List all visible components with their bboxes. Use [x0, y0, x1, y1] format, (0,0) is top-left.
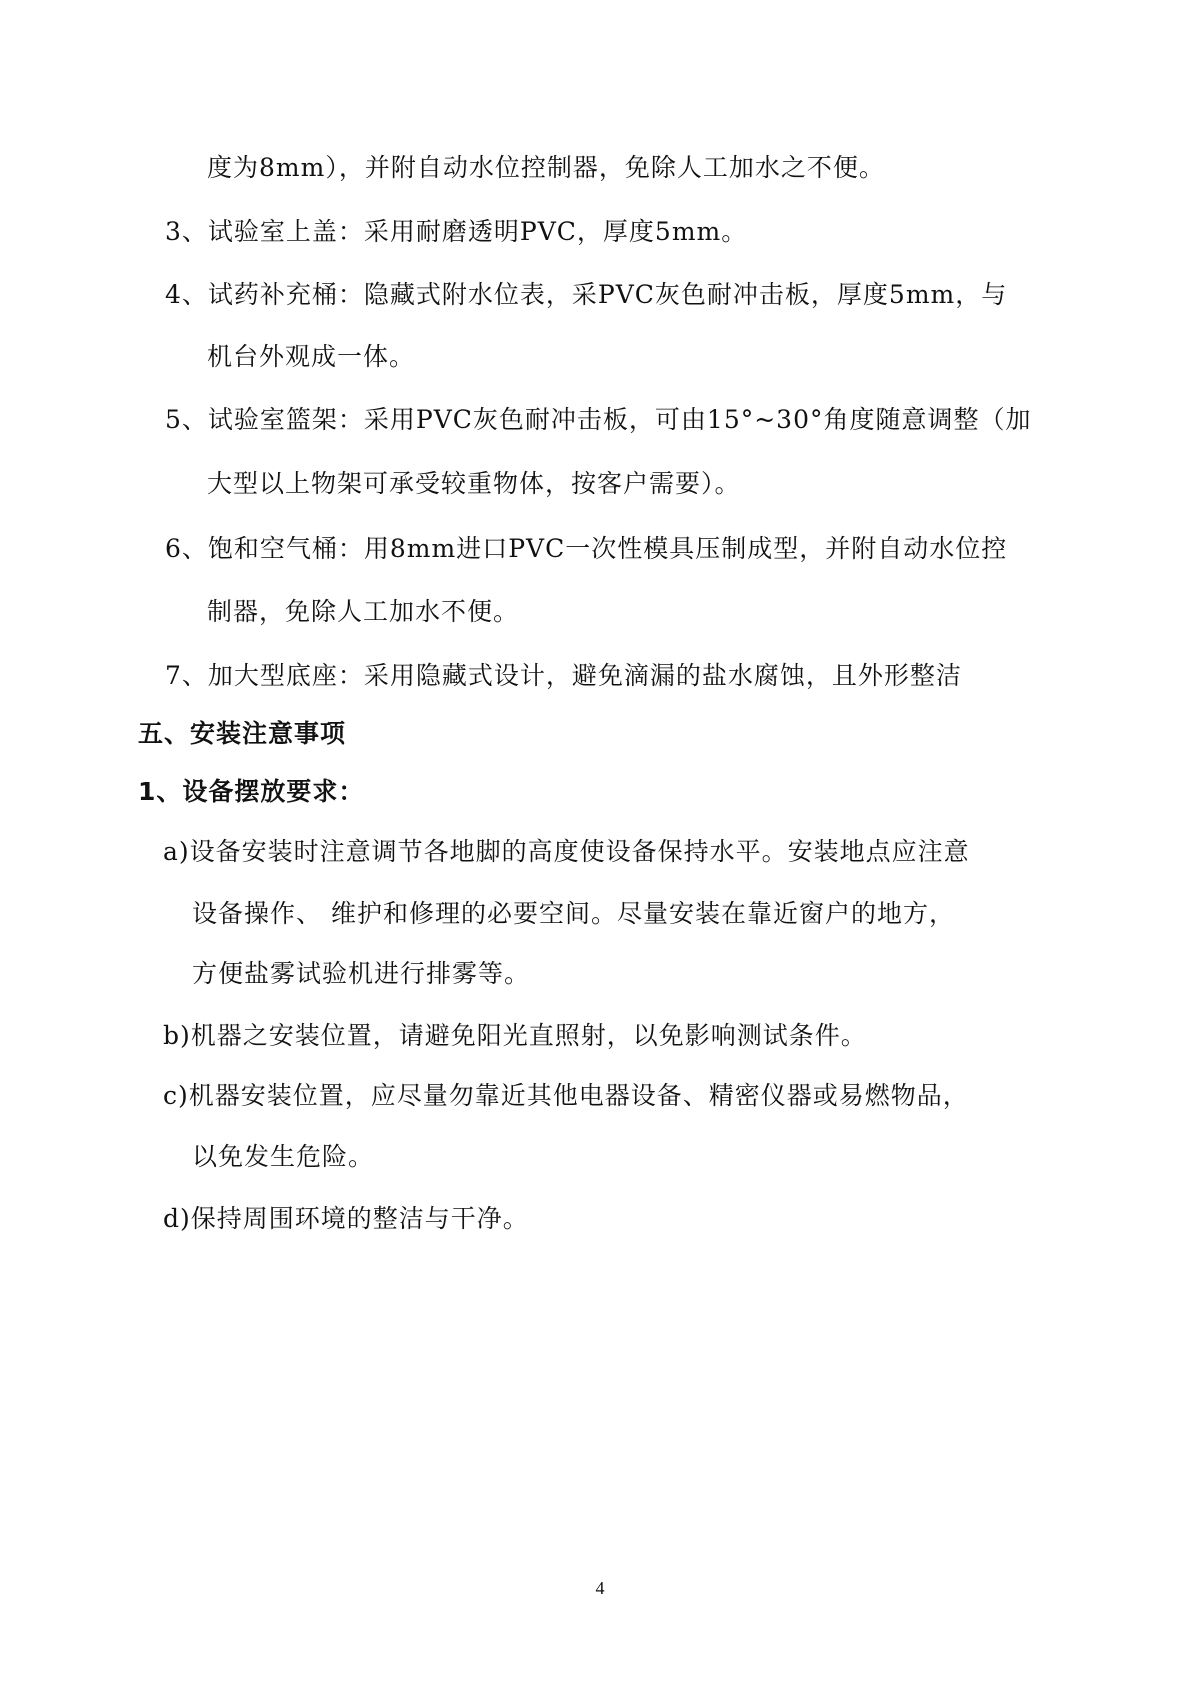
- requirement-a-continuation-1: 设备操作、 维护和修理的必要空间。尽量安装在靠近窗户的地方，: [192, 899, 955, 928]
- list-item-4-reagent-tank: 4、试药补充桶：隐藏式附水位表，采PVC灰色耐冲击板，厚度5mm，与: [165, 280, 1008, 309]
- list-item-4-continuation: 机台外观成一体。: [207, 342, 416, 371]
- list-item-6-continuation: 制器，免除人工加水不便。: [207, 597, 520, 626]
- paragraph-line-continuation: 度为8mm），并附自动水位控制器，免除人工加水之不便。: [207, 153, 885, 182]
- requirement-c-continuation: 以免发生危险。: [192, 1142, 375, 1171]
- requirement-a-continuation-2: 方便盐雾试验机进行排雾等。: [192, 959, 531, 988]
- requirement-c: c)机器安装位置，应尽量勿靠近其他电器设备、精密仪器或易燃物品，: [163, 1081, 969, 1110]
- requirement-a: a)设备安装时注意调节各地脚的高度使设备保持水平。安装地点应注意: [163, 837, 970, 866]
- page-number: 4: [595, 1578, 605, 1598]
- list-item-5-continuation: 大型以上物架可承受较重物体，按客户需要）。: [207, 469, 741, 498]
- list-item-6-saturated-air-tank: 6、饱和空气桶：用8mm进口PVC一次性模具压制成型，并附自动水位控: [165, 534, 1008, 563]
- subsection-heading: 1、设备摆放要求：: [138, 777, 365, 806]
- list-item-5-basket-rack: 5、试验室篮架：采用PVC灰色耐冲击板，可由15°~30°角度随意调整（加: [165, 405, 1032, 434]
- requirement-b: b)机器之安装位置，请避免阳光直照射，以免影响测试条件。: [163, 1021, 867, 1050]
- list-item-7-base: 7、加大型底座：采用隐藏式设计，避免滴漏的盐水腐蚀，且外形整洁: [165, 661, 962, 690]
- section-heading: 五、安装注意事项: [138, 719, 347, 748]
- list-item-3-top-cover: 3、试验室上盖：采用耐磨透明PVC，厚度5mm。: [165, 217, 748, 246]
- requirement-d: d)保持周围环境的整洁与干净。: [163, 1204, 529, 1233]
